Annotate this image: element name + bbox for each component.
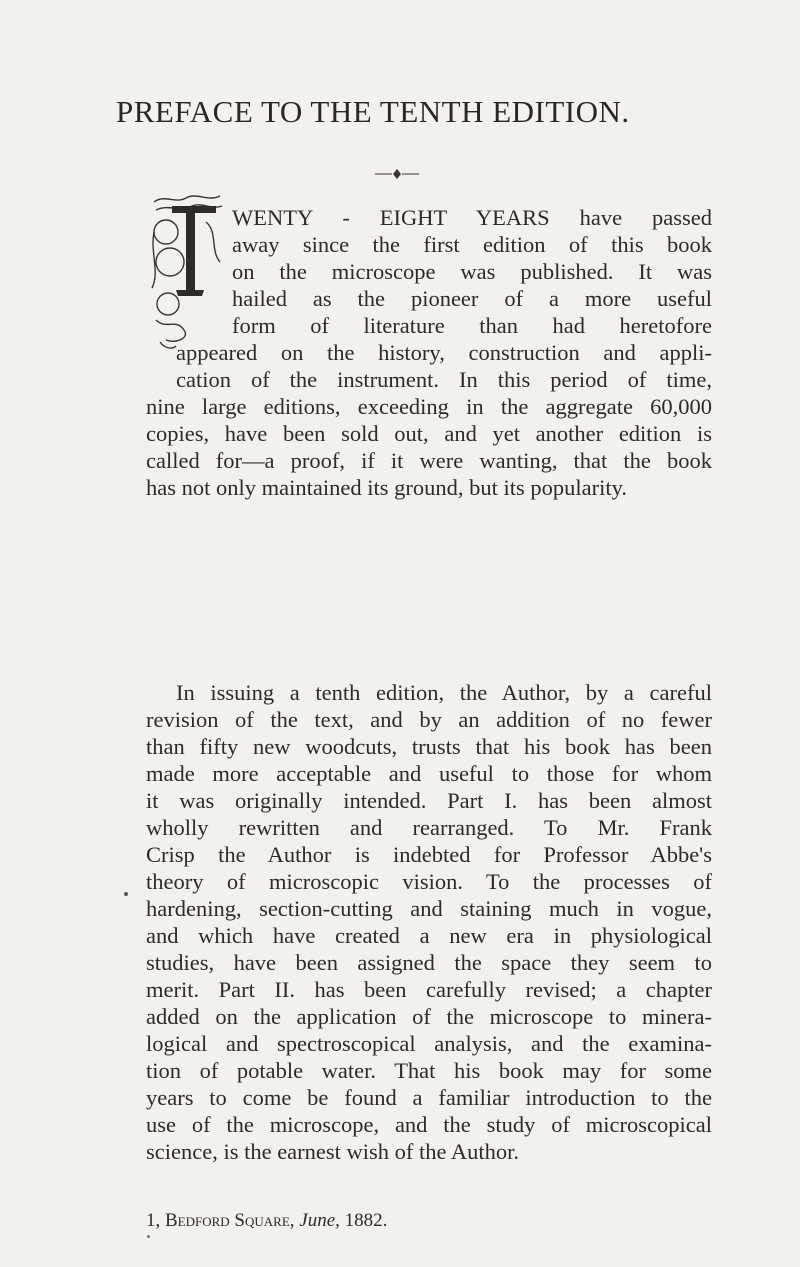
signature-place: Bedford Square, — [165, 1210, 295, 1231]
text-line: logical and spectroscopical analysis, and the examina- — [146, 1031, 712, 1056]
text-line: In issuing a tenth edition, the Author, by a careful — [176, 680, 712, 705]
text-line: form of literature than had heretofore — [232, 313, 712, 338]
text-line: theory of microscopic vision. To the processes of — [146, 869, 712, 894]
text-line: wholly rewritten and rearranged. To Mr. Frank — [146, 815, 712, 840]
text-line: away since the first edition of this book — [232, 232, 712, 257]
paragraph-1-opening — [232, 204, 712, 339]
text-line: nine large editions, exceeding in the aggregate 60,000 — [146, 394, 712, 419]
signature-line — [146, 1210, 387, 1232]
text-line: years to come be found a familiar introduction to the — [146, 1085, 712, 1110]
text-line: has not only maintained its ground, but its popularity. — [146, 475, 627, 500]
text-line: on the microscope was published. It was — [232, 259, 712, 284]
signature-number: 1, — [146, 1210, 161, 1231]
text-line: tion of potable water. That his book may for some — [146, 1058, 712, 1083]
text-line: WENTY - EIGHT YEARS have passed — [232, 205, 712, 230]
text-line: than fifty new woodcuts, trusts that his book has been — [146, 734, 712, 759]
signature-month: June, — [299, 1210, 340, 1231]
paragraph-1-continued — [146, 339, 712, 501]
text-line: it was originally intended. Part I. has been almost — [146, 788, 712, 813]
speck — [124, 892, 128, 896]
text-line: science, is the earnest wish of the Author. — [146, 1139, 520, 1164]
text-line: copies, have been sold out, and yet another edition is — [146, 421, 712, 446]
signature-year: 1882. — [344, 1210, 388, 1231]
text-line: and which have created a new era in physiological — [146, 923, 712, 948]
text-line: merit. Part II. has been carefully revised; a chapter — [146, 977, 712, 1002]
paragraph-2 — [146, 679, 712, 1165]
ornament-divider — [375, 168, 419, 180]
text-line: Crisp the Author is indebted for Professor Abbe's — [146, 842, 712, 867]
text-line: revision of the text, and by an addition of no fewer — [146, 707, 712, 732]
text-line: made more acceptable and useful to those for whom — [146, 761, 712, 786]
ornamental-drop-cap — [146, 192, 226, 352]
text-line: use of the microscope, and the study of microscopical — [146, 1112, 712, 1137]
text-line: added on the application of the microscope to minera- — [146, 1004, 712, 1029]
text-line: hardening, section-cutting and staining much in vogue, — [146, 896, 712, 921]
text-line: appeared on the history, construction and appli- — [176, 340, 712, 365]
text-line: called for—a proof, if it were wanting, that the book — [146, 448, 712, 473]
text-line: studies, have been assigned the space they seem to — [146, 950, 712, 975]
page-title: PREFACE TO THE TENTH EDITION. — [116, 94, 630, 129]
text-line: cation of the instrument. In this period of time, — [176, 367, 712, 392]
text-line: hailed as the pioneer of a more useful — [232, 286, 712, 311]
speck — [147, 1235, 150, 1238]
